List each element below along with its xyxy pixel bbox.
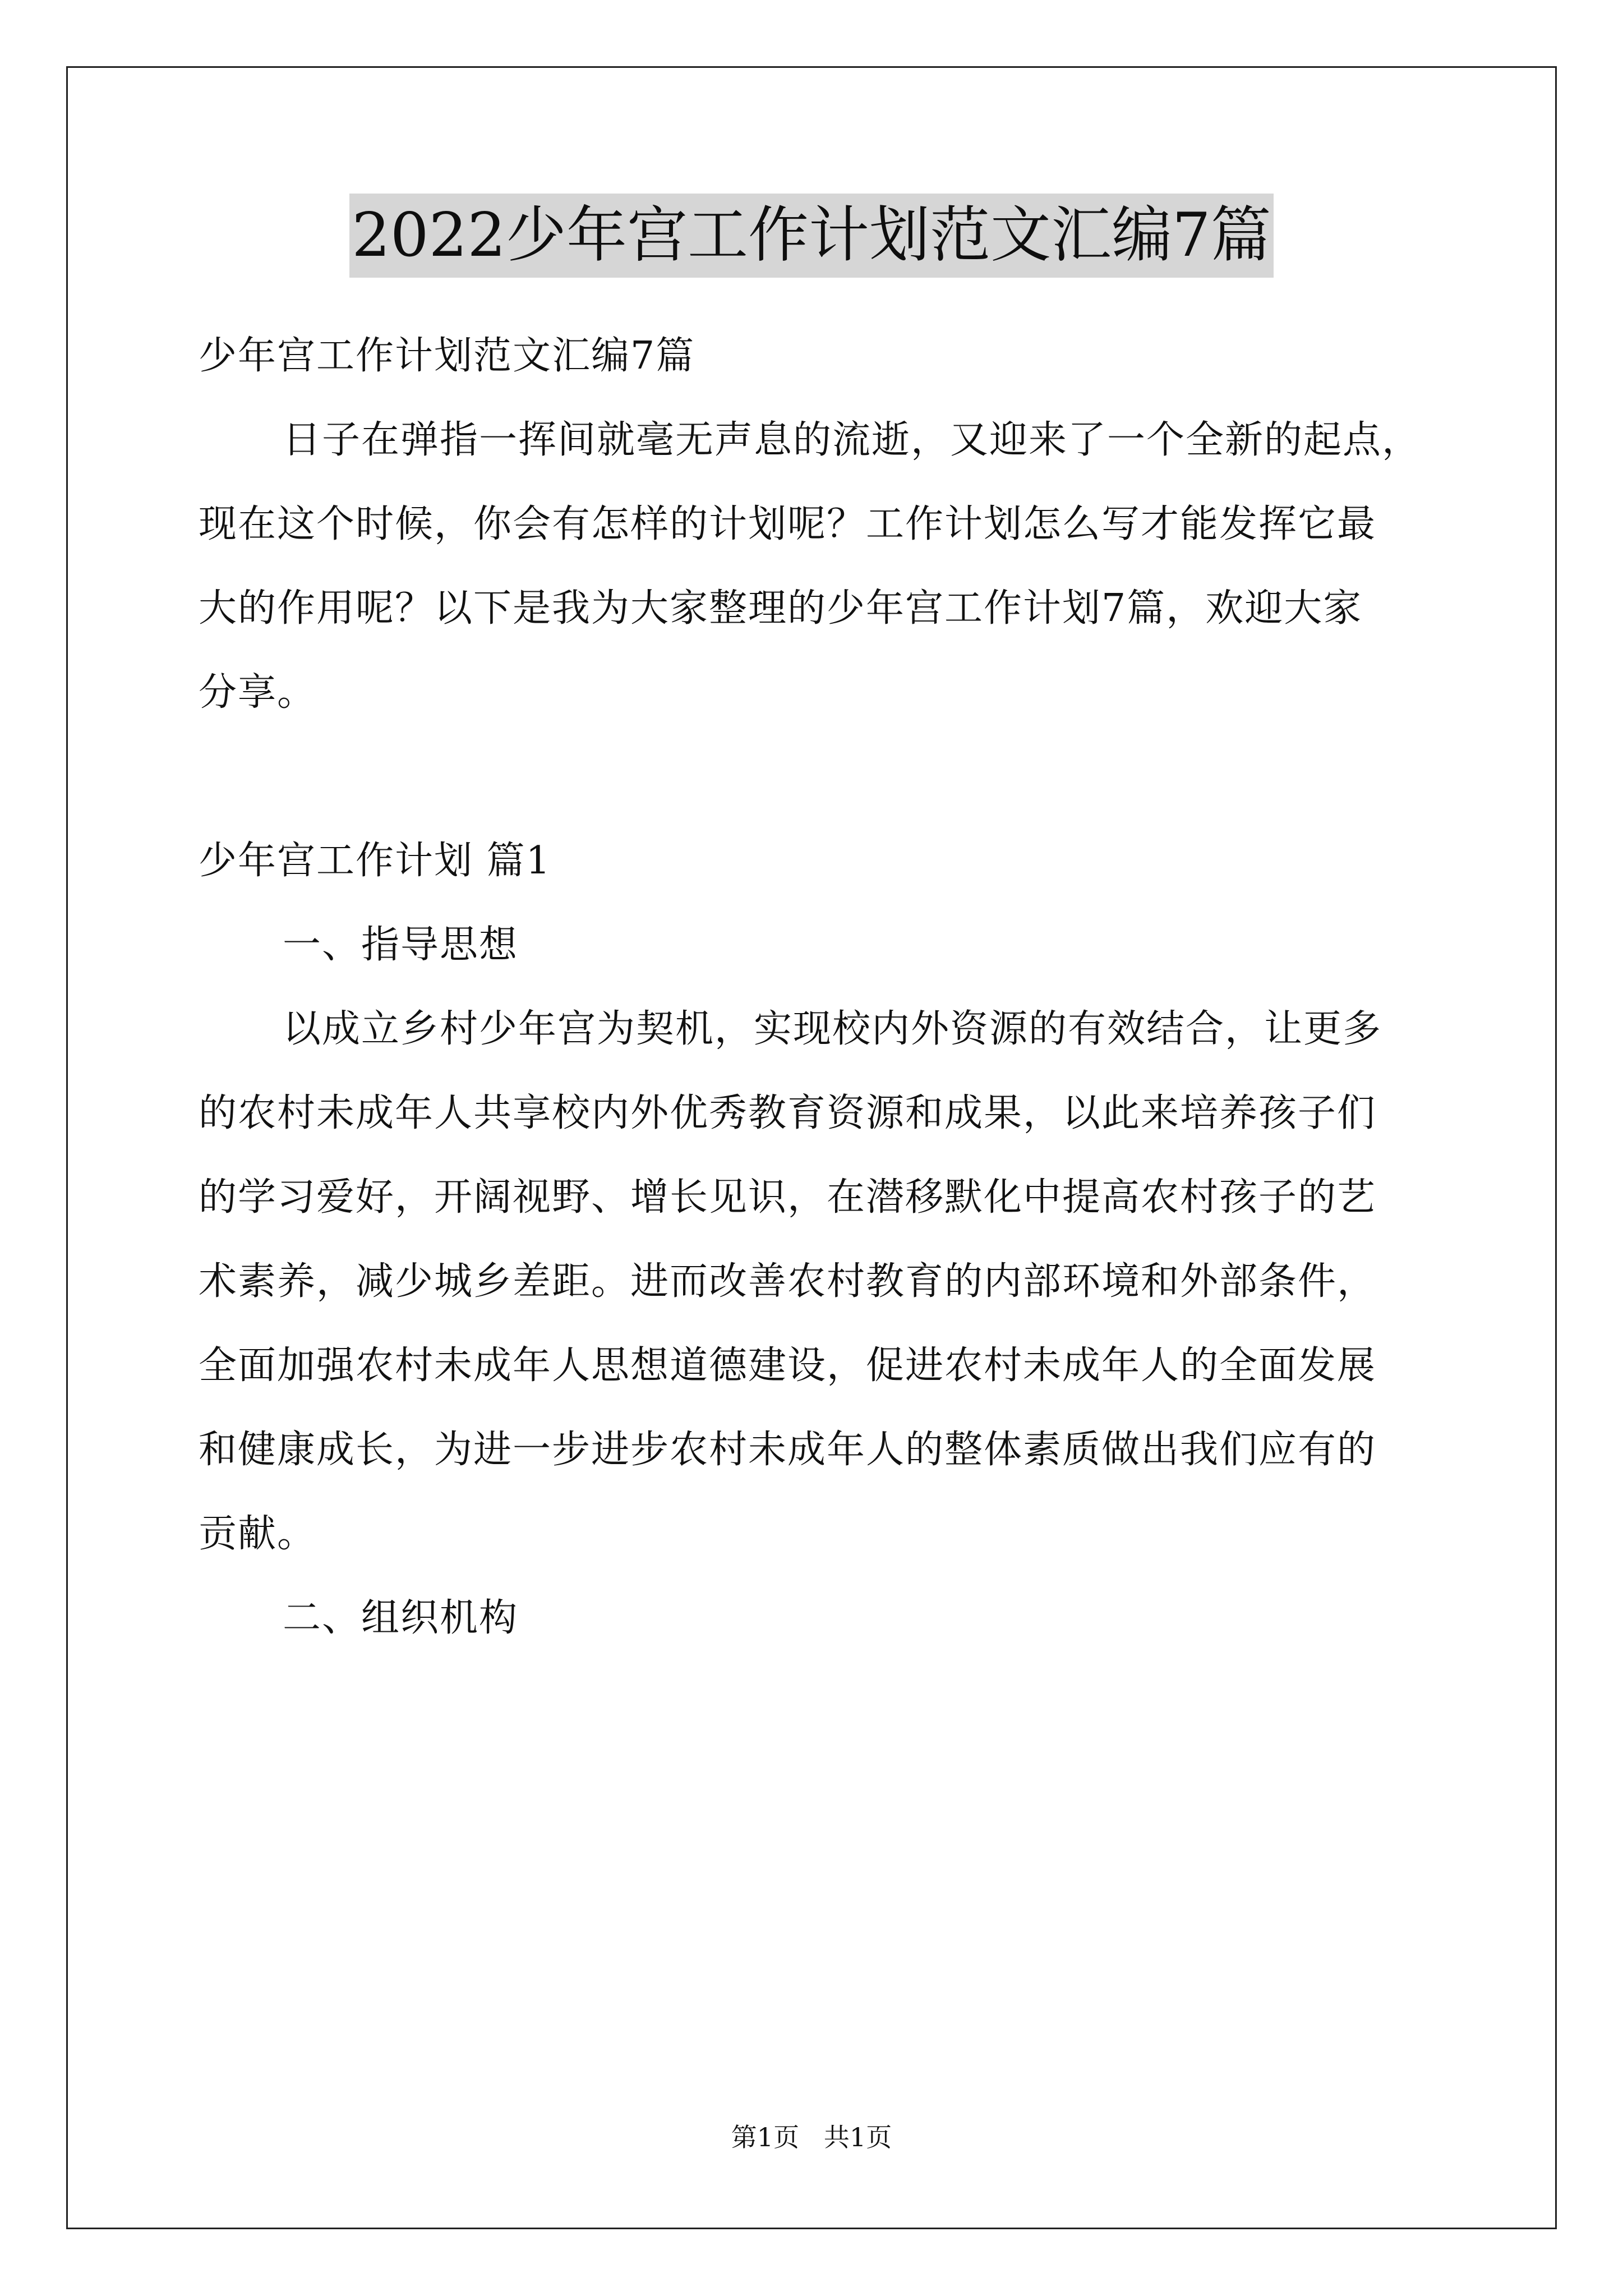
section-heading: 少年宫工作计划 篇1 (199, 839, 551, 883)
title-container (0, 194, 1623, 278)
intro-paragraph-line: 分享。 (199, 670, 317, 715)
document-title: 2022少年宫工作计划范文汇编7篇 (349, 194, 1274, 278)
page-footer: 第1页 共1页 (731, 2122, 892, 2152)
body-paragraph-line: 全面加强农村未成年人思想道德建设，促进农村未成年人的全面发展 (199, 1343, 1377, 1388)
body-paragraph-line: 贡献。 (199, 1512, 317, 1556)
intro-paragraph-line: 现在这个时候，你会有怎样的计划呢？工作计划怎么写才能发挥它最 (199, 502, 1377, 546)
heading-guiding-ideology: 一、指导思想 (283, 923, 519, 967)
heading-organization: 二、组织机构 (283, 1596, 519, 1640)
spacer (199, 735, 1427, 819)
document-subtitle: 少年宫工作计划范文汇编7篇 (199, 334, 695, 378)
body-paragraph-line: 的农村未成年人共享校内外优秀教育资源和成果，以此来培养孩子们 (199, 1091, 1377, 1135)
body-paragraph-line: 术素养，减少城乡差距。进而改善农村教育的内部环境和外部条件， (199, 1259, 1377, 1304)
body-paragraph-line: 和健康成长，为进一步进步农村未成年人的整体素质做出我们应有的 (199, 1428, 1377, 1472)
body-paragraph-line: 的学习爱好，开阔视野、增长见识，在潜移默化中提高农村孩子的艺 (199, 1175, 1377, 1220)
body-paragraph-line: 以成立乡村少年宫为契机，实现校内外资源的有效结合，让更多 (283, 1007, 1382, 1051)
intro-paragraph-line: 大的作用呢？以下是我为大家整理的少年宫工作计划7篇，欢迎大家 (199, 586, 1363, 631)
document-body (199, 314, 1427, 1660)
intro-paragraph-line: 日子在弹指一挥间就毫无声息的流逝，又迎来了一个全新的起点， (283, 418, 1422, 462)
